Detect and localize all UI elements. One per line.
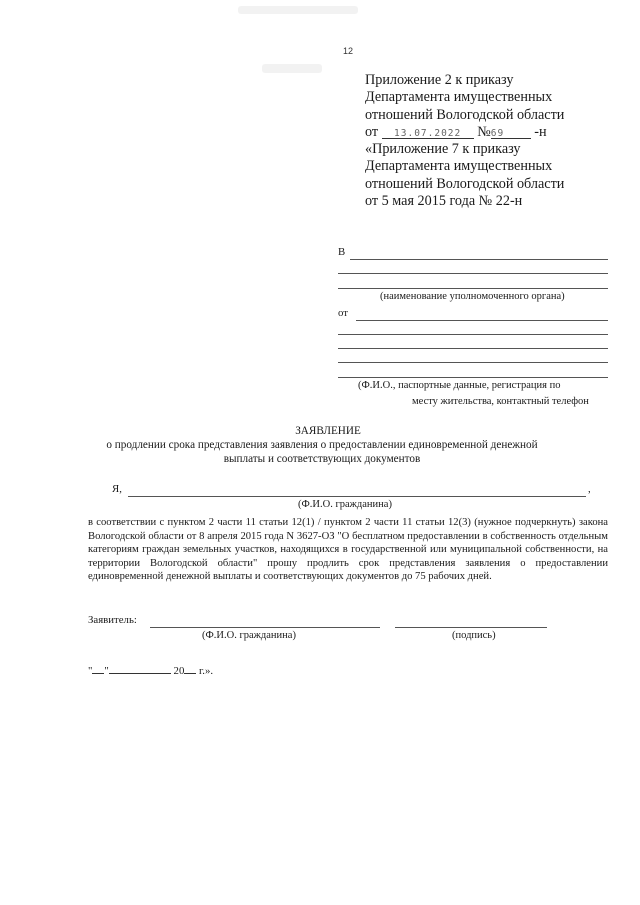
sender-line-4 [338, 362, 608, 363]
scan-smudge-left [262, 64, 322, 73]
date-quote-open: " [88, 665, 93, 677]
header-line-5: «Приложение 7 к приказу [365, 141, 521, 158]
statement-text: в соответствии с пунктом 2 части 11 статьи 12(1) / пунктом 2 части 11 статьи 12(3) (нужное подчеркнуть) закона Вологодской области от 8 апреля 2015 года N 3627-ОЗ "О бесплатном предоставлении в собственность отдельным категориям граждан земельных участков, находящихся в государственной или муниципальной собственности, на территории Вологодской области" прошу продлить срок представления заявления о предоставлении единовременной денежной выплаты и соответствующих документов до 75 рабочих дней. [88, 517, 608, 583]
signature-fio-caption: (Ф.И.О. гражданина) [202, 630, 296, 641]
document-title: ЗАЯВЛЕНИЕ [295, 425, 361, 437]
number-suffix: -н [534, 123, 547, 140]
sender-caption-2: месту жительства, контактный телефон [412, 396, 589, 407]
order-number: 69 [490, 127, 505, 139]
header-line-3: отношений Вологодской области [365, 106, 565, 123]
sender-caption-1: (Ф.И.О., паспортные данные, регистрация по [358, 380, 561, 391]
header-line-1: Приложение 2 к приказу [365, 72, 514, 88]
sender-line-1 [356, 320, 608, 321]
recipient-line-1 [350, 259, 608, 260]
header-line-6: Департамента имущественных [365, 158, 553, 175]
signature-sign-line [395, 627, 547, 628]
date-year-prefix: 20 [173, 665, 185, 677]
recipient-to-label: В [338, 246, 346, 258]
date-year-suffix: г.». [199, 665, 214, 677]
sender-line-2 [338, 334, 608, 335]
signature-label: Заявитель: [88, 614, 137, 626]
header-order-line [365, 124, 564, 141]
recipient-caption: (наименование уполномоченного органа) [380, 291, 565, 302]
date-line [88, 662, 213, 677]
scan-smudge-top [238, 6, 358, 14]
sender-line-3 [338, 348, 608, 349]
from-prefix: от [365, 123, 379, 140]
number-sign: № [477, 123, 491, 140]
applicant-caption: (Ф.И.О. гражданина) [298, 499, 392, 510]
sender-line-5 [338, 377, 608, 378]
applicant-name-line [128, 496, 586, 497]
date-quote-close: " [104, 665, 109, 677]
document-subtitle-2: выплаты и соответствующих документов [223, 453, 421, 465]
page-number: 12 [343, 46, 354, 56]
document-subtitle-1: о продлении срока представления заявления о предоставлении единовременной денежной [106, 439, 538, 451]
header-line-8: от 5 мая 2015 года № 22-н [365, 193, 523, 210]
applicant-comma: , [588, 483, 591, 495]
applicant-ya: Я, [112, 483, 122, 495]
header-line-2: Департамента имущественных [365, 89, 553, 106]
sender-from-label: от [338, 307, 348, 319]
appendix-header [365, 72, 564, 210]
order-date: 13.07.2022 [394, 127, 462, 139]
recipient-line-3 [338, 288, 608, 289]
signature-fio-line [150, 627, 380, 628]
signature-sign-caption: (подпись) [452, 630, 496, 641]
header-line-7: отношений Вологодской области [365, 175, 565, 192]
statement-body [88, 516, 608, 584]
recipient-line-2 [338, 273, 608, 274]
